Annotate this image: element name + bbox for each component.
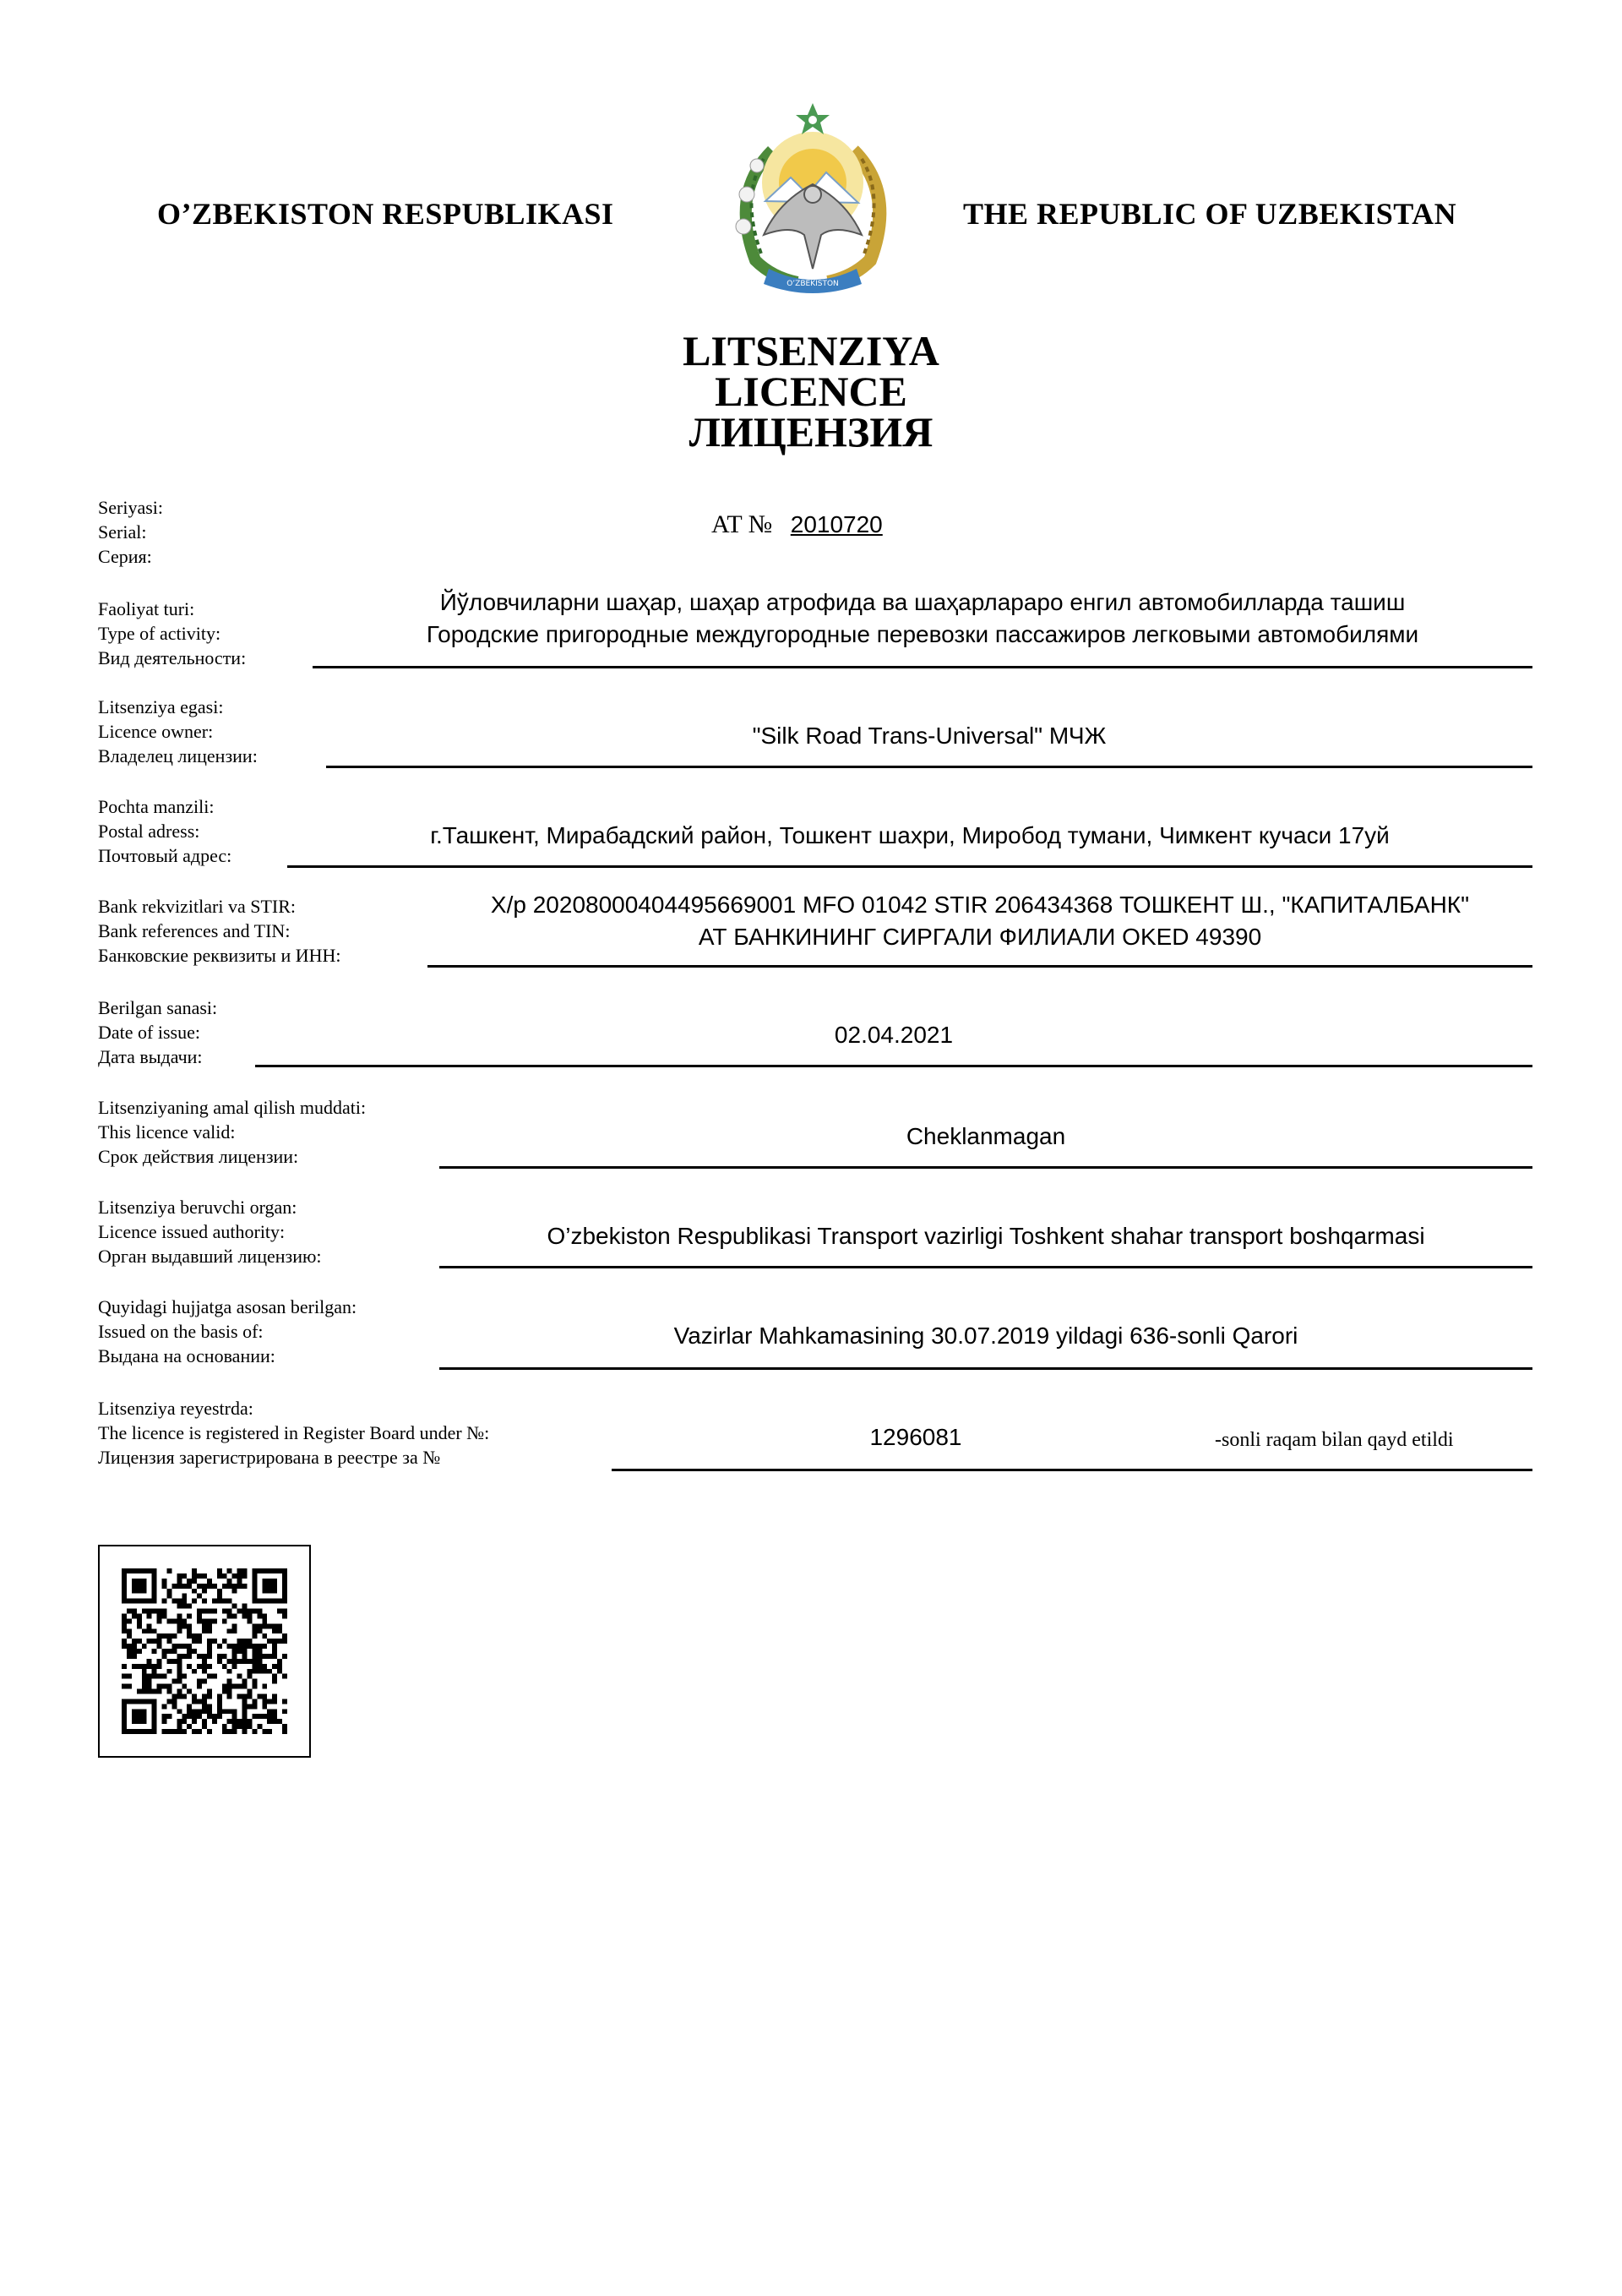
qr-code-frame <box>98 1545 311 1758</box>
basis-value: Vazirlar Mahkamasining 30.07.2019 yildagi 636-sonli Qarori <box>673 1323 1298 1349</box>
owner-label: Litsenziya egasi: Licence owner: Владелец лицензии: <box>98 696 258 766</box>
activity-underline <box>313 666 1532 668</box>
register-label: Litsenziya reyestrda: The licence is registered in Register Board under №: Лицензия зарегистрирована в реестре за № <box>98 1398 490 1468</box>
authority-underline <box>439 1266 1532 1268</box>
authority-value: O’zbekiston Respublikasi Transport vazirligi Toshkent shahar transport boshqarmasi <box>547 1223 1425 1249</box>
serial-label: Seriyasi: Serial: Серия: <box>98 497 163 567</box>
basis-underline <box>439 1367 1532 1370</box>
basis-label: Quyidagi hujjatga asosan berilgan: Issued on the basis of: Выдана на основании: <box>98 1296 357 1366</box>
bank-underline <box>427 965 1532 968</box>
state-emblem <box>713 100 912 299</box>
title-uz: LITSENZIYA <box>683 327 939 374</box>
register-suffix: -sonli raqam bilan qayd etildi <box>1215 1429 1454 1451</box>
serial-prefix: AT № <box>711 510 773 538</box>
validity-underline <box>439 1166 1532 1169</box>
address-value: г.Ташкент, Мирабадский район, Тошкент шахри, Миробод тумани, Чимкент кучаси 17уй <box>430 822 1390 848</box>
title-en: LICENCE <box>715 368 907 415</box>
authority-label: Litsenziya beruvchi organ: Licence issued authority: Орган выдавший лицензию: <box>98 1197 322 1267</box>
issue-date-value: 02.04.2021 <box>834 1022 954 1048</box>
serial-number <box>711 510 895 539</box>
owner-value: "Silk Road Trans-Universal" МЧЖ <box>752 723 1107 749</box>
address-label: Pochta manzili: Postal adress: Почтовый адрес: <box>98 796 232 866</box>
serial-value: 2010720 <box>790 511 883 537</box>
emblem-ribbon-text: O’ZBEKISTON <box>787 280 839 288</box>
validity-label: Litsenziyaning amal qilish muddati: This licence valid: Срок действия лицензии: <box>98 1097 367 1167</box>
bank-label: Bank rekvizitlari va STIR: Bank references and TIN: Банковские реквизиты и ИНН: <box>98 896 341 966</box>
title-ru: ЛИЦЕНЗИЯ <box>689 408 933 455</box>
validity-value: Cheklanmagan <box>906 1123 1066 1149</box>
qr-code <box>122 1568 287 1734</box>
issue-date-label: Berilgan sanasi: Date of issue: Дата выдачи: <box>98 997 218 1067</box>
header-left: O’ZBEKISTON RESPUBLIKASI <box>157 197 614 231</box>
activity-value: Йўловчиларни шаҳар, шаҳар атрофида ва шаҳарлараро енгил автомобилларда ташиш Городские пригородные междугородные перевозки пассажиров легковыми автомобилями <box>426 589 1419 647</box>
bank-value: Х/р 20208000404495669001 MFO 01042 STIR 206434368 ТОШКЕНТ Ш., "КАПИТАЛБАНК" АТ БАНКИНИНГ СИРГАЛИ ФИЛИАЛИ OKED 49390 <box>490 892 1470 950</box>
owner-underline <box>326 766 1532 768</box>
issue-date-underline <box>255 1065 1532 1067</box>
header-right: THE REPUBLIC OF UZBEKISTAN <box>963 197 1457 231</box>
activity-label: Faoliyat turi: Type of activity: Вид деятельности: <box>98 598 247 668</box>
register-underline <box>612 1469 1532 1471</box>
address-underline <box>287 865 1532 868</box>
register-number: 1296081 <box>869 1424 962 1450</box>
